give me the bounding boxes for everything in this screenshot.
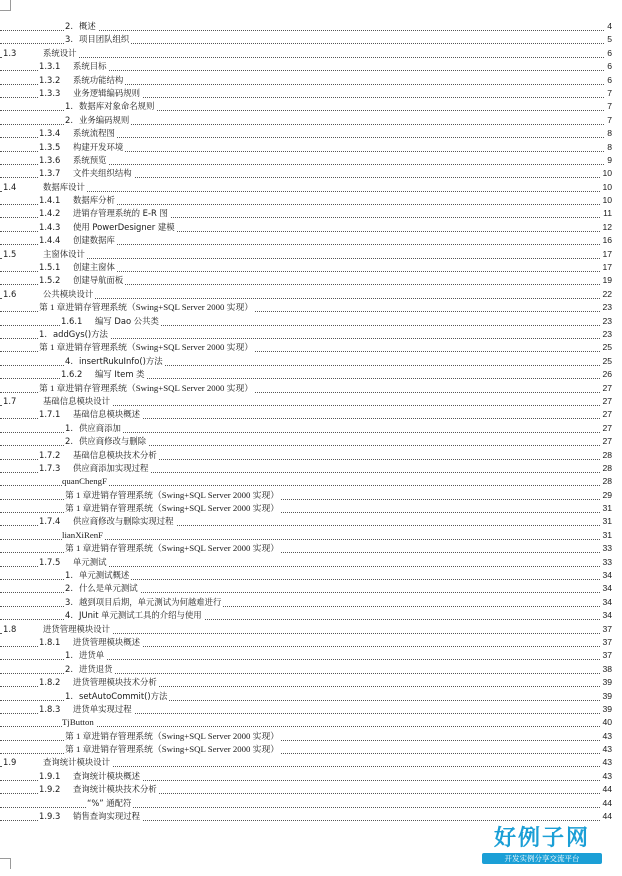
toc-page-number: 6 <box>605 60 612 73</box>
toc-entry-title: 系统设计 <box>43 47 77 58</box>
toc-entry-title: 查询统计模块技术分析 <box>73 784 157 795</box>
toc-entry-title: 系统功能结构 <box>73 74 124 85</box>
toc-page-number: 25 <box>600 355 612 368</box>
toc-entry-text <box>65 422 123 435</box>
toc-entry-title: 基础信息模块技术分析 <box>73 449 157 460</box>
toc-entry-title: 第 1 章进销存管理系统（Swing+SQL Server 2000 实现） <box>65 489 280 500</box>
toc-entry[interactable] <box>0 221 612 234</box>
toc-page-number: 43 <box>600 730 612 743</box>
toc-entry-text <box>65 582 140 595</box>
toc-entry-number: 1.8.1 <box>39 636 61 647</box>
toc-entry[interactable] <box>0 234 612 247</box>
toc-entry-title: 销售查询实现过程 <box>73 811 140 822</box>
toc-entry[interactable] <box>0 382 612 395</box>
toc-page-number: 34 <box>600 569 612 582</box>
toc-entry[interactable] <box>0 596 612 609</box>
toc-entry-title: 公共模块设计 <box>43 288 94 299</box>
toc-entry[interactable] <box>0 408 612 421</box>
toc-page-number: 43 <box>600 756 612 769</box>
toc-entry-number: 1.8 <box>3 623 17 634</box>
toc-page-number: 7 <box>605 114 612 127</box>
toc-entry[interactable] <box>0 248 612 261</box>
toc-entry-number: 1.3.6 <box>39 154 61 165</box>
toc-entry-text <box>62 716 96 729</box>
toc-entry-title: 越到项目后期，单元测试为何越难进行 <box>79 596 222 607</box>
toc-entry[interactable] <box>0 114 612 127</box>
toc-entry[interactable] <box>0 690 612 703</box>
toc-entry-text <box>39 515 176 528</box>
toc-page-number: 37 <box>600 636 612 649</box>
toc-entry-title: 进货管理模块概述 <box>73 636 140 647</box>
toc-page-number: 27 <box>600 395 612 408</box>
toc-entry[interactable] <box>0 542 612 555</box>
toc-entry-number: 1.7.1 <box>39 409 61 420</box>
toc-entry-title: 第 1 章进销存管理系统（Swing+SQL Server 2000 实现） <box>39 342 254 353</box>
toc-entry-title: 第 1 章进销存管理系统（Swing+SQL Server 2000 实现） <box>65 503 280 514</box>
toc-entry-title: 单元测试概述 <box>79 570 130 581</box>
toc-page-number: 31 <box>600 529 612 542</box>
toc-entry[interactable] <box>0 636 612 649</box>
toc-entry-title: 第 1 章进销存管理系统（Swing+SQL Server 2000 实现） <box>65 543 280 554</box>
toc-entry-number: 1.4 <box>3 181 17 192</box>
toc-entry[interactable] <box>0 703 612 716</box>
toc-entry[interactable] <box>0 261 612 274</box>
toc-entry-text <box>65 690 169 703</box>
toc-entry-title: 什么是单元测试 <box>79 583 138 594</box>
toc-entry-number: 1.7.3 <box>39 462 61 473</box>
toc-entry-text <box>39 408 142 421</box>
toc-entry-text <box>3 248 87 261</box>
toc-dot-leader <box>0 258 608 259</box>
toc-entry-number: 1.4.4 <box>39 235 61 246</box>
toc-page-number: 22 <box>600 288 612 301</box>
toc-entry-text <box>65 20 98 33</box>
toc-page-number: 44 <box>600 797 612 810</box>
toc-entry-title: JUnit 单元测试工具的介绍与使用 <box>79 610 202 621</box>
toc-entry-text <box>39 194 117 207</box>
toc-entry-number: 1.9.3 <box>39 811 61 822</box>
toc-entry-title: 进货单实现过程 <box>73 703 132 714</box>
toc-entry[interactable] <box>0 649 612 662</box>
toc-page-number: 38 <box>600 663 612 676</box>
toc-entry-title: 业务逻辑编码规则 <box>73 87 140 98</box>
toc-entry-title: 使用 PowerDesigner 建模 <box>73 221 175 232</box>
toc-entry-title: setAutoCommit()方法 <box>79 690 168 701</box>
toc-entry-text <box>39 221 177 234</box>
toc-entry[interactable] <box>0 770 612 783</box>
toc-page-number: 6 <box>605 74 612 87</box>
toc-entry[interactable] <box>0 207 612 220</box>
toc-page-number: 5 <box>605 33 612 46</box>
toc-entry-title: 单元测试 <box>73 556 107 567</box>
toc-entry-text <box>39 207 170 220</box>
toc-entry-number: 1.5.2 <box>39 275 61 286</box>
toc-entry-number: 1.9.2 <box>39 784 61 795</box>
toc-entry-number: 1. <box>39 328 47 339</box>
toc-entry-text <box>39 449 159 462</box>
toc-entry-title: 系统目标 <box>73 61 107 72</box>
toc-dot-leader <box>0 191 608 192</box>
toc-entry[interactable] <box>0 756 612 769</box>
toc-page-number: 6 <box>605 47 612 60</box>
toc-page-number: 27 <box>600 435 612 448</box>
toc-entry[interactable] <box>0 288 612 301</box>
toc-page-number: 39 <box>600 676 612 689</box>
toc-entry-title: “%” 通配符 <box>87 797 132 808</box>
toc-entry-number: 4. <box>65 355 73 366</box>
toc-entry-title: 进货管理模块设计 <box>43 623 110 634</box>
toc-entry[interactable] <box>0 810 612 823</box>
toc-page-number: 26 <box>600 368 612 381</box>
toc-entry[interactable] <box>0 489 612 502</box>
toc-entry-number: 1.7.5 <box>39 556 61 567</box>
toc-entry-number: 1. <box>65 101 73 112</box>
toc-entry[interactable] <box>0 435 612 448</box>
toc-entry-text <box>39 703 134 716</box>
toc-entry-text <box>3 395 112 408</box>
toc-entry[interactable] <box>0 100 612 113</box>
toc-entry-text <box>39 783 159 796</box>
toc-entry-text <box>39 154 109 167</box>
toc-entry-text <box>39 60 109 73</box>
toc-page-number: 28 <box>600 462 612 475</box>
toc-entry[interactable] <box>0 395 612 408</box>
toc-entry-text <box>65 542 281 555</box>
toc-entry-number: 1.6.2 <box>61 369 83 380</box>
toc-entry-number: 1.3.1 <box>39 61 61 72</box>
toc-entry-text <box>65 435 148 448</box>
toc-entry-number: 3. <box>65 34 73 45</box>
toc-entry-text <box>39 167 134 180</box>
toc-page-number: 10 <box>600 181 612 194</box>
toc-page-number: 11 <box>601 207 612 220</box>
toc-entry[interactable] <box>0 569 612 582</box>
toc-entry-number: 1.4.1 <box>39 195 61 206</box>
toc-entry-number: 2. <box>65 436 73 447</box>
toc-page-number: 19 <box>600 274 612 287</box>
toc-entry[interactable] <box>0 422 612 435</box>
toc-entry-text <box>39 87 142 100</box>
toc-entry-text <box>39 770 142 783</box>
toc-entry[interactable] <box>0 462 612 475</box>
toc-entry[interactable] <box>0 609 612 622</box>
toc-entry-text <box>65 100 156 113</box>
toc-entry-text <box>39 274 125 287</box>
toc-entry-title: 主窗体设计 <box>43 248 85 259</box>
toc-page-number: 31 <box>600 502 612 515</box>
toc-entry[interactable] <box>0 47 612 60</box>
toc-entry-number: 1.3.5 <box>39 141 61 152</box>
watermark-title: 好例子网 <box>493 826 590 851</box>
toc-entry-text <box>39 261 117 274</box>
toc-entry-text <box>39 328 110 341</box>
toc-entry-title: TjButton <box>62 717 94 728</box>
toc-entry[interactable] <box>0 341 612 354</box>
toc-page-number: 33 <box>600 542 612 555</box>
toc-entry-title: 数据库分析 <box>73 195 115 206</box>
toc-entry[interactable] <box>0 716 612 729</box>
toc-entry[interactable] <box>0 74 612 87</box>
toc-entry-number: 1. <box>65 570 73 581</box>
toc-page-number: 28 <box>600 449 612 462</box>
toc-entry[interactable] <box>0 87 612 100</box>
toc-entry-number: 1.3.4 <box>39 128 61 139</box>
toc-entry-title: 创建导航面板 <box>73 275 124 286</box>
toc-page-number: 29 <box>600 489 612 502</box>
toc-page-number: 27 <box>600 408 612 421</box>
toc-entry[interactable] <box>0 743 612 756</box>
toc-entry-title: 编写 Item 类 <box>95 369 145 380</box>
toc-entry-title: 进销存管理系统的 E-R 图 <box>73 208 168 219</box>
toc-entry-title: 供应商修改与删除实现过程 <box>73 516 174 527</box>
toc-page-number: 44 <box>600 783 612 796</box>
toc-entry[interactable] <box>0 315 612 328</box>
toc-entry-title: 供应商添加 <box>79 422 121 433</box>
toc-entry-text <box>3 47 79 60</box>
toc-entry[interactable] <box>0 623 612 636</box>
toc-entry[interactable] <box>0 328 612 341</box>
toc-page-number: 34 <box>600 596 612 609</box>
toc-dot-leader <box>0 57 608 58</box>
toc-page-number: 31 <box>600 515 612 528</box>
toc-entry[interactable] <box>0 194 612 207</box>
toc-entry-title: 概述 <box>79 21 96 31</box>
toc-entry[interactable] <box>0 502 612 515</box>
toc-entry-title: 业务编码规则 <box>79 114 130 125</box>
toc-entry-number: 1.4.3 <box>39 221 61 232</box>
toc-page-number: 28 <box>600 475 612 488</box>
toc-page-number: 34 <box>600 582 612 595</box>
toc-entry-text <box>62 475 109 488</box>
toc-entry[interactable] <box>0 33 612 46</box>
toc-entry-title: 基础信息模块概述 <box>73 409 140 420</box>
toc-entry-title: lianXiRenF <box>62 529 104 540</box>
toc-entry-title: 基础信息模块设计 <box>43 395 110 406</box>
toc-page-number: 34 <box>600 609 612 622</box>
toc-page-number: 10 <box>600 167 612 180</box>
toc-page-number: 17 <box>600 248 612 261</box>
toc-page-number: 37 <box>600 649 612 662</box>
toc-entry[interactable] <box>0 355 612 368</box>
toc-entry-title: 系统流程图 <box>73 128 115 139</box>
toc-page-number: 8 <box>605 141 612 154</box>
toc-page-number: 39 <box>600 703 612 716</box>
toc-entry-number: 1.5 <box>3 248 17 259</box>
toc-entry-text <box>39 234 117 247</box>
toc-entry-number: 2. <box>65 114 73 125</box>
toc-entry-number: 3. <box>65 596 73 607</box>
toc-entry-text <box>65 569 131 582</box>
toc-page-number: 44 <box>600 810 612 823</box>
toc-entry-number: 1.8.3 <box>39 703 61 714</box>
page-corner-mark-bottom <box>0 858 11 869</box>
toc-entry[interactable] <box>0 582 612 595</box>
table-of-contents <box>0 20 612 823</box>
toc-entry-text <box>65 743 281 756</box>
toc-entry-text <box>65 114 131 127</box>
toc-entry-text <box>39 462 150 475</box>
toc-entry-text <box>39 301 255 314</box>
toc-entry-title: 数据库对象命名规则 <box>79 101 155 112</box>
toc-entry-number: 1.8.2 <box>39 677 61 688</box>
toc-entry-number: 2. <box>65 583 73 594</box>
toc-entry-text <box>87 797 133 810</box>
toc-entry[interactable] <box>0 515 612 528</box>
toc-entry-title: 供应商修改与删除 <box>79 436 146 447</box>
toc-entry[interactable] <box>0 475 612 488</box>
toc-entry-text <box>39 676 159 689</box>
site-watermark-logo <box>482 826 602 864</box>
toc-entry-number: 1.7 <box>3 395 17 406</box>
toc-entry-number: 1.6.1 <box>61 315 83 326</box>
toc-entry-text <box>3 623 112 636</box>
toc-page-number: 4 <box>605 20 612 33</box>
toc-page-number: 40 <box>600 716 612 729</box>
toc-entry-number: 1.3 <box>3 47 17 58</box>
toc-entry-text <box>39 382 255 395</box>
toc-entry-number: 2. <box>65 21 73 31</box>
toc-entry[interactable] <box>0 141 612 154</box>
toc-entry-text <box>39 556 109 569</box>
toc-entry-number: 1.9.1 <box>39 770 61 781</box>
toc-entry-number: 1.6 <box>3 288 17 299</box>
toc-entry-title: 文件夹组织结构 <box>73 168 132 179</box>
toc-entry-text <box>62 529 105 542</box>
toc-entry-text <box>3 756 112 769</box>
toc-entry-title: quanChengF <box>62 476 107 487</box>
toc-page-number: 16 <box>600 234 612 247</box>
toc-entry[interactable] <box>0 368 612 381</box>
toc-page-number: 23 <box>600 301 612 314</box>
toc-entry[interactable] <box>0 663 612 676</box>
toc-entry-title: 构建开发环境 <box>73 141 124 152</box>
toc-page-number: 27 <box>600 422 612 435</box>
toc-page-number: 8 <box>605 127 612 140</box>
toc-entry-text <box>65 596 223 609</box>
toc-entry-title: 编写 Dao 公共类 <box>95 315 159 326</box>
toc-entry-title: 项目团队组织 <box>79 34 130 45</box>
toc-entry-number: 1. <box>65 422 73 433</box>
toc-entry-number: 1.7.2 <box>39 449 61 460</box>
toc-entry-text <box>61 368 147 381</box>
toc-entry-text <box>39 636 142 649</box>
toc-entry-text <box>3 181 87 194</box>
toc-entry-title: 供应商添加实现过程 <box>73 462 149 473</box>
toc-entry-title: 进货单 <box>79 650 105 661</box>
toc-entry-title: 创建数据库 <box>73 235 115 246</box>
toc-entry-title: addGys()方法 <box>53 328 108 339</box>
toc-entry-text <box>39 74 125 87</box>
toc-entry[interactable] <box>0 449 612 462</box>
toc-page-number: 27 <box>600 382 612 395</box>
toc-entry-text <box>65 502 281 515</box>
toc-entry[interactable] <box>0 127 612 140</box>
toc-entry[interactable] <box>0 529 612 542</box>
toc-entry-text <box>3 288 95 301</box>
toc-entry-text <box>65 730 281 743</box>
toc-entry-number: 1.9 <box>3 757 17 768</box>
toc-entry-text <box>39 341 255 354</box>
toc-entry[interactable] <box>0 274 612 287</box>
toc-entry-title: 进货退货 <box>79 663 113 674</box>
toc-entry[interactable] <box>0 60 612 73</box>
toc-page-number: 7 <box>605 100 612 113</box>
toc-entry-number: 4. <box>65 610 73 621</box>
toc-entry-number: 1. <box>65 690 73 701</box>
toc-page-number: 43 <box>600 743 612 756</box>
toc-entry[interactable] <box>0 154 612 167</box>
toc-entry-text <box>65 663 115 676</box>
toc-entry-number: 1.4.2 <box>39 208 61 219</box>
page-corner-mark-top <box>0 0 11 11</box>
toc-entry-text <box>65 355 165 368</box>
toc-page-number: 10 <box>600 194 612 207</box>
toc-entry-number: 1.5.1 <box>39 262 61 273</box>
toc-page-number: 23 <box>600 328 612 341</box>
toc-entry-title: 系统预览 <box>73 154 107 165</box>
toc-entry-text <box>61 315 161 328</box>
toc-entry-title: 数据库设计 <box>43 181 85 192</box>
toc-entry-number: 1. <box>65 650 73 661</box>
toc-entry-text <box>65 609 204 622</box>
toc-entry-title: 第 1 章进销存管理系统（Swing+SQL Server 2000 实现） <box>39 302 254 313</box>
toc-entry-text <box>65 33 131 46</box>
toc-entry-title: 进货管理模块技术分析 <box>73 677 157 688</box>
toc-page-number: 9 <box>605 154 612 167</box>
toc-page-number: 43 <box>600 770 612 783</box>
toc-entry-text <box>39 141 125 154</box>
toc-entry[interactable] <box>0 556 612 569</box>
toc-entry-number: 1.3.7 <box>39 168 61 179</box>
toc-entry[interactable] <box>0 797 612 810</box>
toc-entry-title: 第 1 章进销存管理系统（Swing+SQL Server 2000 实现） <box>39 382 254 393</box>
toc-entry-text <box>39 127 117 140</box>
toc-entry-text <box>65 649 106 662</box>
toc-page-number: 39 <box>600 690 612 703</box>
toc-page-number: 25 <box>600 341 612 354</box>
toc-entry-title: 创建主窗体 <box>73 262 115 273</box>
toc-entry-number: 1.7.4 <box>39 516 61 527</box>
toc-entry-text <box>65 489 281 502</box>
toc-entry-title: 第 1 章进销存管理系统（Swing+SQL Server 2000 实现） <box>65 730 280 741</box>
toc-page-number: 33 <box>600 556 612 569</box>
toc-page-number: 37 <box>600 623 612 636</box>
toc-entry-title: 查询统计模块设计 <box>43 757 110 768</box>
toc-entry[interactable] <box>0 783 612 796</box>
toc-entry-number: 1.3.2 <box>39 74 61 85</box>
toc-entry[interactable] <box>0 730 612 743</box>
toc-entry[interactable] <box>0 20 612 33</box>
toc-entry[interactable] <box>0 181 612 194</box>
toc-entry-number: 1.3.3 <box>39 87 61 98</box>
toc-entry-text <box>39 810 142 823</box>
toc-entry[interactable] <box>0 301 612 314</box>
toc-page-number: 23 <box>600 315 612 328</box>
toc-entry-title: insertRukuInfo()方法 <box>79 355 163 366</box>
toc-entry-title: 第 1 章进销存管理系统（Swing+SQL Server 2000 实现） <box>65 744 280 755</box>
toc-page-number: 7 <box>605 87 612 100</box>
toc-page-number: 12 <box>600 221 612 234</box>
toc-entry[interactable] <box>0 167 612 180</box>
watermark-subtitle: 开发实例分享交流平台 <box>482 853 602 864</box>
toc-entry-number: 2. <box>65 663 73 674</box>
toc-entry-title: 查询统计模块概述 <box>73 770 140 781</box>
toc-page-number: 17 <box>600 261 612 274</box>
toc-entry[interactable] <box>0 676 612 689</box>
